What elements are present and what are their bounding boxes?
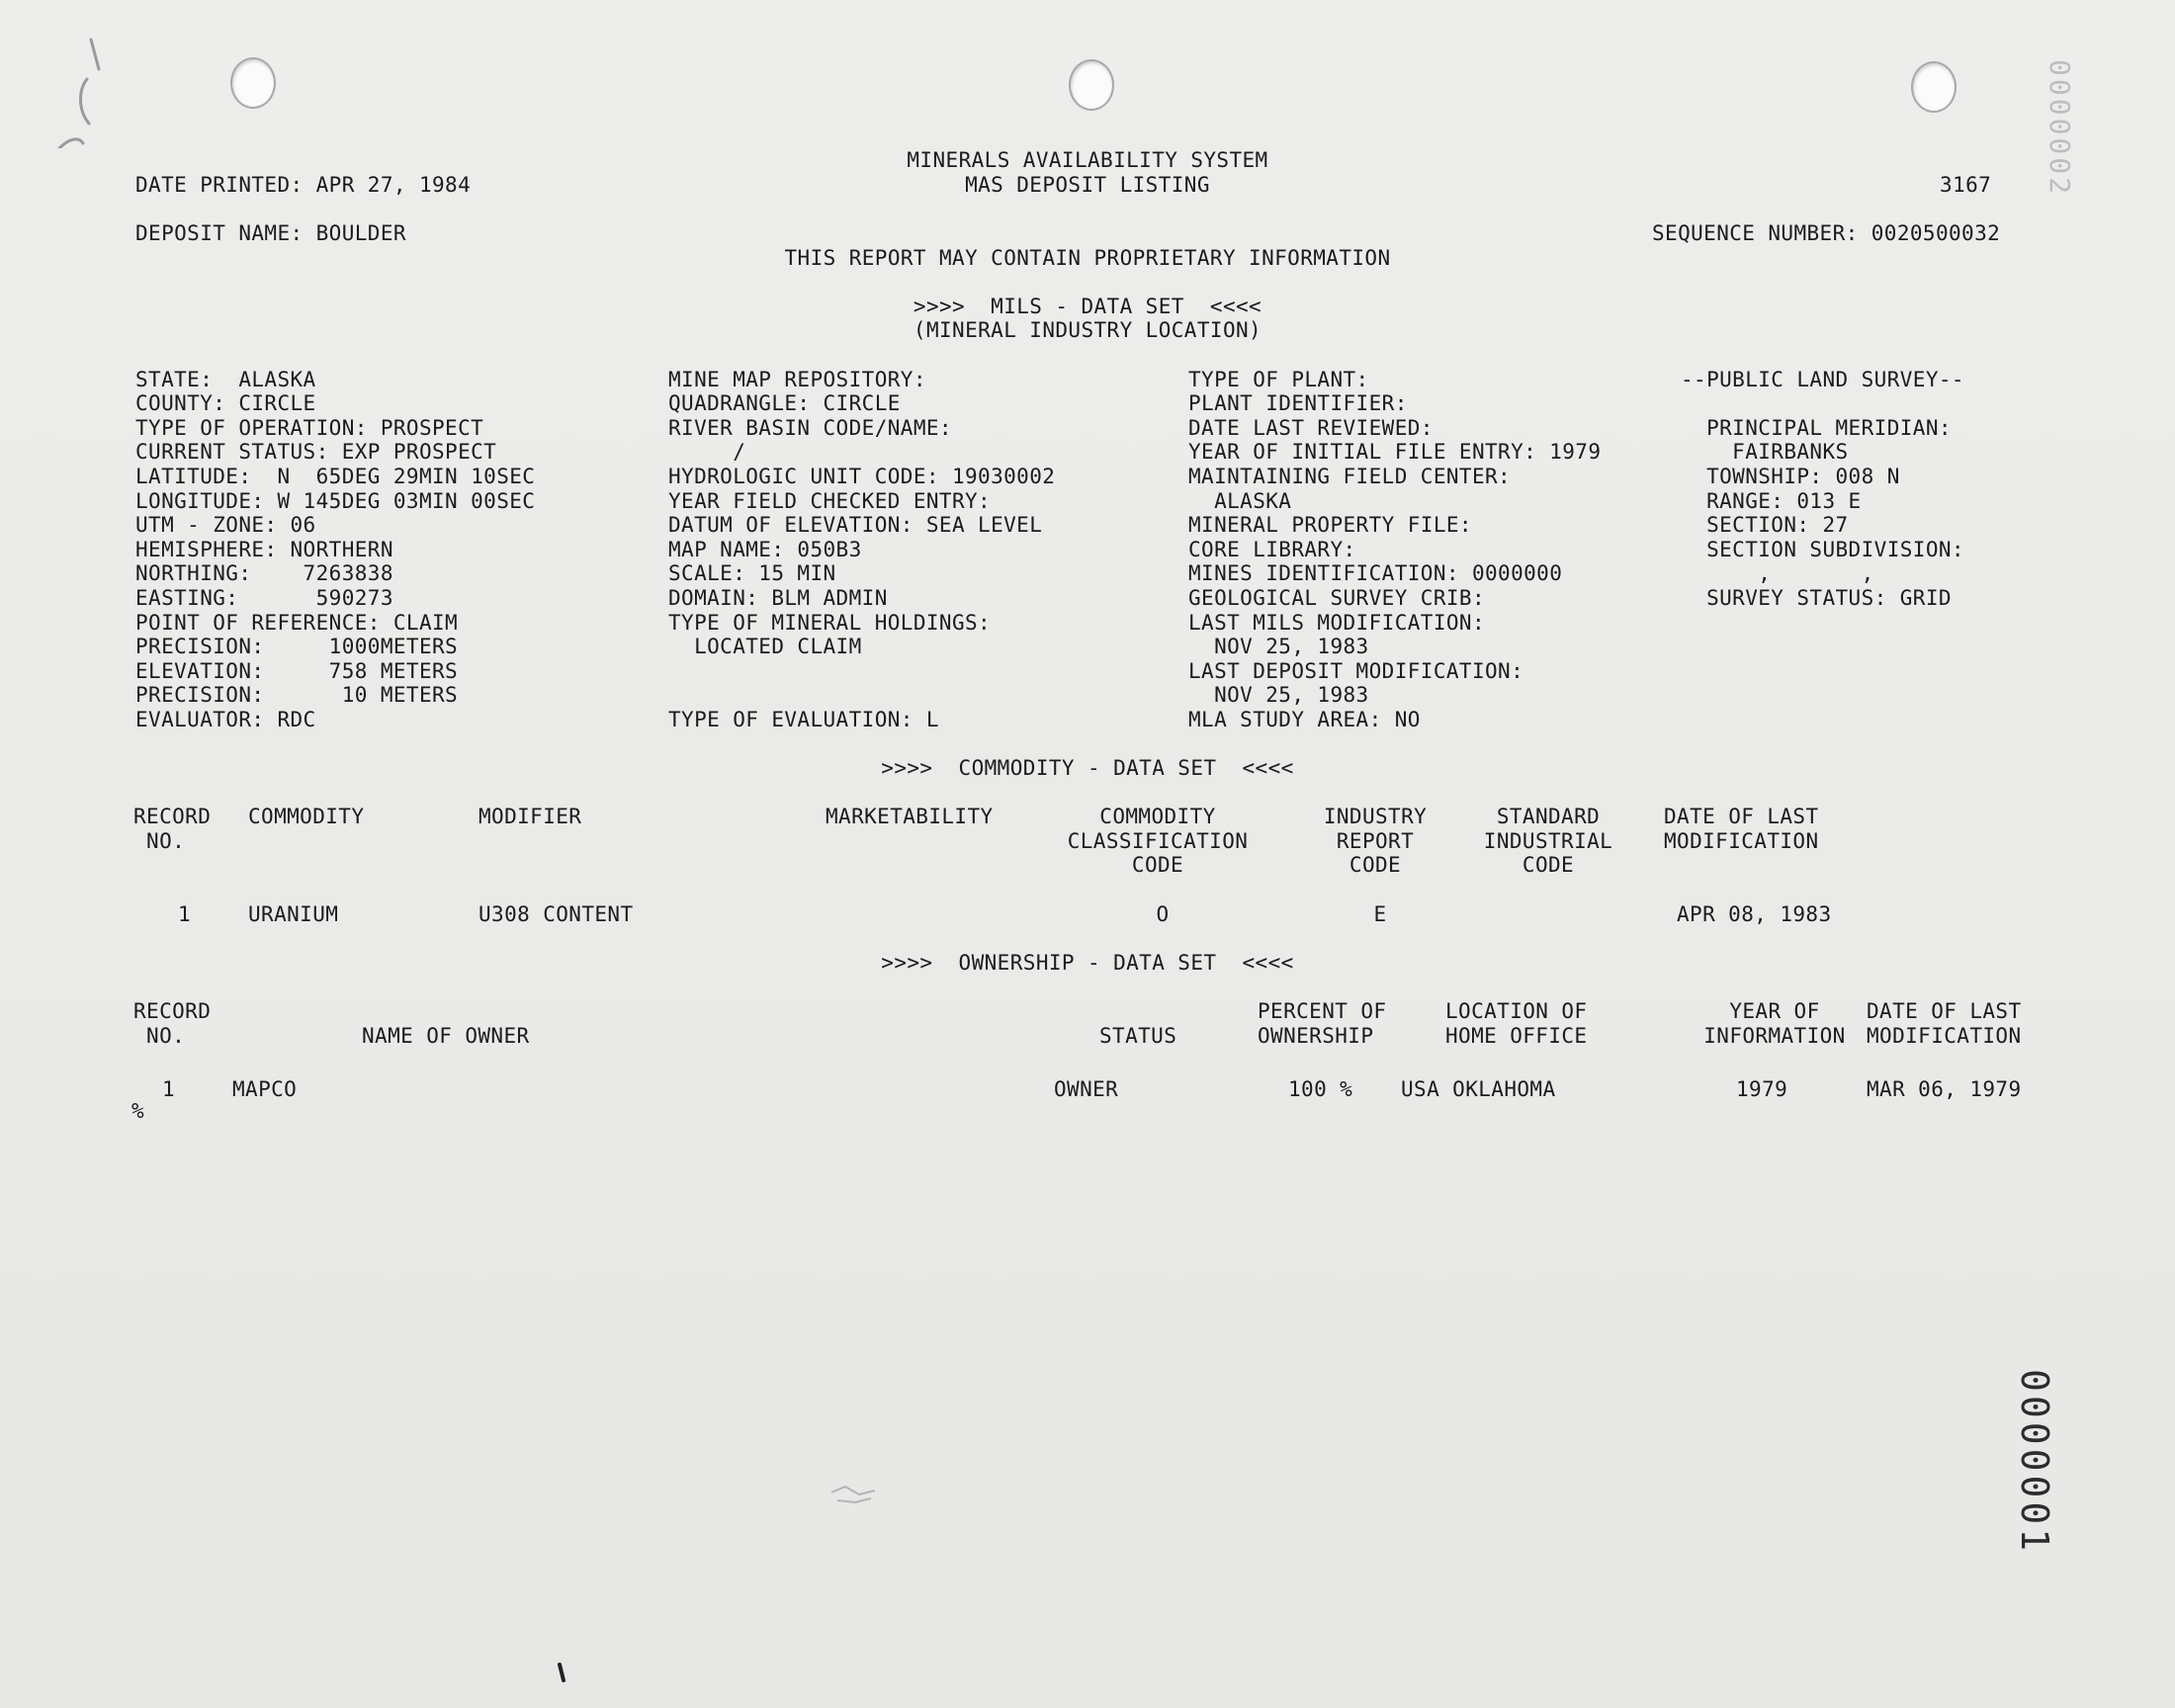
owner-percent: 100 % (1288, 1077, 1353, 1101)
field-section-subdivision: SECTION SUBDIVISION: (1681, 537, 1964, 561)
spacer (668, 683, 1055, 708)
field-holdings-value: LOCATED CLAIM (668, 635, 862, 659)
commodity-header-record: RECORD NO. (133, 805, 212, 853)
date-printed: DATE PRINTED: APR 27, 1984 (135, 172, 472, 197)
commodity-header-modifier: MODIFIER (478, 805, 582, 828)
field-plant-type: TYPE OF PLANT: (1188, 367, 1369, 391)
ownership-header-record: RECORD NO. (133, 999, 212, 1048)
paper-speck (554, 1661, 573, 1684)
field-last-mils-mod: LAST MILS MODIFICATION: (1188, 610, 1485, 635)
ownership-header-name: NAME OF OWNER (362, 1024, 530, 1048)
field-latitude: LATITUDE: N 65DEG 29MIN 10SEC (135, 464, 536, 488)
field-scale: SCALE: 15 MIN (668, 561, 836, 586)
handwritten-mark (40, 30, 109, 148)
field-survey-status: SURVEY STATUS: GRID (1681, 585, 1952, 610)
mils-column-mapping (668, 368, 1055, 732)
owner-modified-date: MAR 06, 1979 (1867, 1077, 2022, 1101)
mils-column-location (135, 368, 535, 732)
field-meridian-value: FAIRBANKS (1681, 440, 1849, 465)
ownership-header-year: YEAR OF INFORMATION (1703, 999, 1846, 1048)
system-title: MINERALS AVAILABILITY SYSTEM (907, 148, 1268, 172)
field-elevation-precision: PRECISION: 10 METERS (135, 683, 459, 708)
commodity-modifier: U308 CONTENT (478, 902, 634, 926)
field-year-checked: YEAR FIELD CHECKED ENTRY: (668, 488, 992, 513)
field-county: COUNTY: CIRCLE (135, 391, 316, 416)
owner-home-office: USA OKLAHOMA (1401, 1077, 1556, 1101)
commodity-industry-code: E (1373, 902, 1387, 926)
mils-section-subtitle: (MINERAL INDUSTRY LOCATION) (913, 318, 1262, 343)
field-field-center: MAINTAINING FIELD CENTER: (1188, 464, 1512, 488)
punch-hole-center (1069, 59, 1114, 111)
owner-info-year: 1979 (1736, 1077, 1788, 1101)
field-hemisphere: HEMISPHERE: NORTHERN (135, 537, 393, 561)
ownership-record-no: 1 (162, 1077, 176, 1101)
commodity-name: URANIUM (248, 902, 339, 926)
commodity-modified-date: APR 08, 1983 (1677, 902, 1832, 926)
margin-stamp-bottom-text: 0000001 (2013, 1369, 2056, 1556)
field-field-center-value: ALASKA (1188, 488, 1292, 513)
end-of-record-mark: % (131, 1099, 145, 1123)
spacer (668, 659, 1055, 684)
commodity-record-no: 1 (178, 902, 192, 926)
ownership-header-status: STATUS (1099, 1024, 1177, 1048)
field-utm-zone: UTM - ZONE: 06 (135, 513, 316, 538)
field-easting: EASTING: 590273 (135, 585, 393, 610)
commodity-header-classification: COMMODITY CLASSIFICATION CODE (1067, 805, 1249, 878)
spacer (1681, 391, 1964, 416)
deposit-name: DEPOSIT NAME: BOULDER (135, 221, 406, 245)
field-river-basin-value: / (668, 440, 746, 465)
margin-stamp-bottom (1997, 1369, 2066, 1586)
ownership-section-title: >>>> OWNERSHIP - DATA SET <<<< (881, 951, 1294, 975)
field-hydrologic-unit: HYDROLOGIC UNIT CODE: 19030002 (668, 464, 1056, 488)
field-initial-entry-year: YEAR OF INITIAL FILE ENTRY: 1979 (1188, 440, 1602, 465)
field-plant-identifier: PLANT IDENTIFIER: (1188, 391, 1408, 416)
field-quadrangle: QUADRANGLE: CIRCLE (668, 391, 901, 416)
owner-name: MAPCO (232, 1077, 298, 1101)
field-subdivision-value: , , (1681, 561, 1874, 586)
commodity-header-sic: STANDARD INDUSTRIAL CODE (1483, 805, 1613, 878)
field-longitude: LONGITUDE: W 145DEG 03MIN 00SEC (135, 488, 536, 513)
mils-section-title: >>>> MILS - DATA SET <<<< (913, 294, 1262, 318)
commodity-header-commodity: COMMODITY (248, 805, 365, 828)
public-land-survey (1681, 368, 1964, 611)
field-evaluation-type: TYPE OF EVALUATION: L (668, 707, 939, 731)
field-domain: DOMAIN: BLM ADMIN (668, 585, 888, 610)
field-last-deposit-mod: LAST DEPOSIT MODIFICATION: (1188, 658, 1524, 683)
listing-title: MAS DEPOSIT LISTING (965, 172, 1210, 197)
field-holdings-type: TYPE OF MINERAL HOLDINGS: (668, 610, 992, 635)
ownership-header-location: LOCATION OF HOME OFFICE (1445, 999, 1588, 1048)
punch-hole-right (1911, 61, 1957, 113)
proprietary-notice: THIS REPORT MAY CONTAIN PROPRIETARY INFORMATION (784, 245, 1391, 270)
field-state: STATE: ALASKA (135, 367, 316, 391)
field-elevation: ELEVATION: 758 METERS (135, 658, 459, 683)
field-mines-id: MINES IDENTIFICATION: 0000000 (1188, 561, 1563, 586)
field-core-library: CORE LIBRARY: (1188, 537, 1356, 561)
field-map-name: MAP NAME: 050B3 (668, 537, 862, 561)
commodity-header-industry: INDUSTRY REPORT CODE (1323, 805, 1428, 878)
mils-column-records (1188, 368, 1601, 732)
field-mine-map-repository: MINE MAP REPOSITORY: (668, 367, 926, 391)
commodity-section-title: >>>> COMMODITY - DATA SET <<<< (881, 756, 1294, 780)
field-river-basin: RIVER BASIN CODE/NAME: (668, 415, 952, 440)
punch-hole-left (230, 57, 276, 109)
commodity-header-marketability: MARKETABILITY (826, 805, 994, 828)
ownership-header-modified: DATE OF LAST MODIFICATION (1867, 999, 2022, 1048)
field-section: SECTION: 27 (1681, 513, 1849, 538)
land-survey-title: --PUBLIC LAND SURVEY-- (1681, 367, 1964, 391)
field-township: TOWNSHIP: 008 N (1681, 464, 1900, 488)
sequence-number: SEQUENCE NUMBER: 0020500032 (1652, 221, 2001, 245)
field-property-file: MINERAL PROPERTY FILE: (1188, 513, 1472, 538)
field-range: RANGE: 013 E (1681, 488, 1862, 513)
field-precision: PRECISION: 1000METERS (135, 635, 459, 659)
field-point-of-reference: POINT OF REFERENCE: CLAIM (135, 610, 459, 635)
margin-stamp-top-text: 0000002 (2044, 59, 2076, 198)
owner-status: OWNER (1054, 1077, 1119, 1101)
field-mla-study-area: MLA STUDY AREA: NO (1188, 707, 1421, 731)
field-current-status: CURRENT STATUS: EXP PROSPECT (135, 440, 497, 465)
field-last-deposit-mod-date: NOV 25, 1983 (1188, 683, 1369, 708)
margin-stamp-top (2037, 59, 2086, 237)
commodity-classification-code: O (1156, 902, 1170, 926)
field-last-mils-mod-date: NOV 25, 1983 (1188, 635, 1369, 659)
field-evaluator: EVALUATOR: RDC (135, 707, 316, 731)
commodity-header-modified: DATE OF LAST MODIFICATION (1664, 805, 1819, 853)
page-number: 3167 (1940, 172, 1992, 197)
field-northing: NORTHING: 7263838 (135, 561, 393, 586)
field-principal-meridian: PRINCIPAL MERIDIAN: (1681, 415, 1952, 440)
field-datum: DATUM OF ELEVATION: SEA LEVEL (668, 513, 1043, 538)
field-date-last-reviewed: DATE LAST REVIEWED: (1188, 415, 1434, 440)
field-operation-type: TYPE OF OPERATION: PROSPECT (135, 415, 484, 440)
ownership-header-percent: PERCENT OF OWNERSHIP (1258, 999, 1387, 1048)
paper-speck (826, 1473, 885, 1512)
field-survey-crib: GEOLOGICAL SURVEY CRIB: (1188, 585, 1485, 610)
